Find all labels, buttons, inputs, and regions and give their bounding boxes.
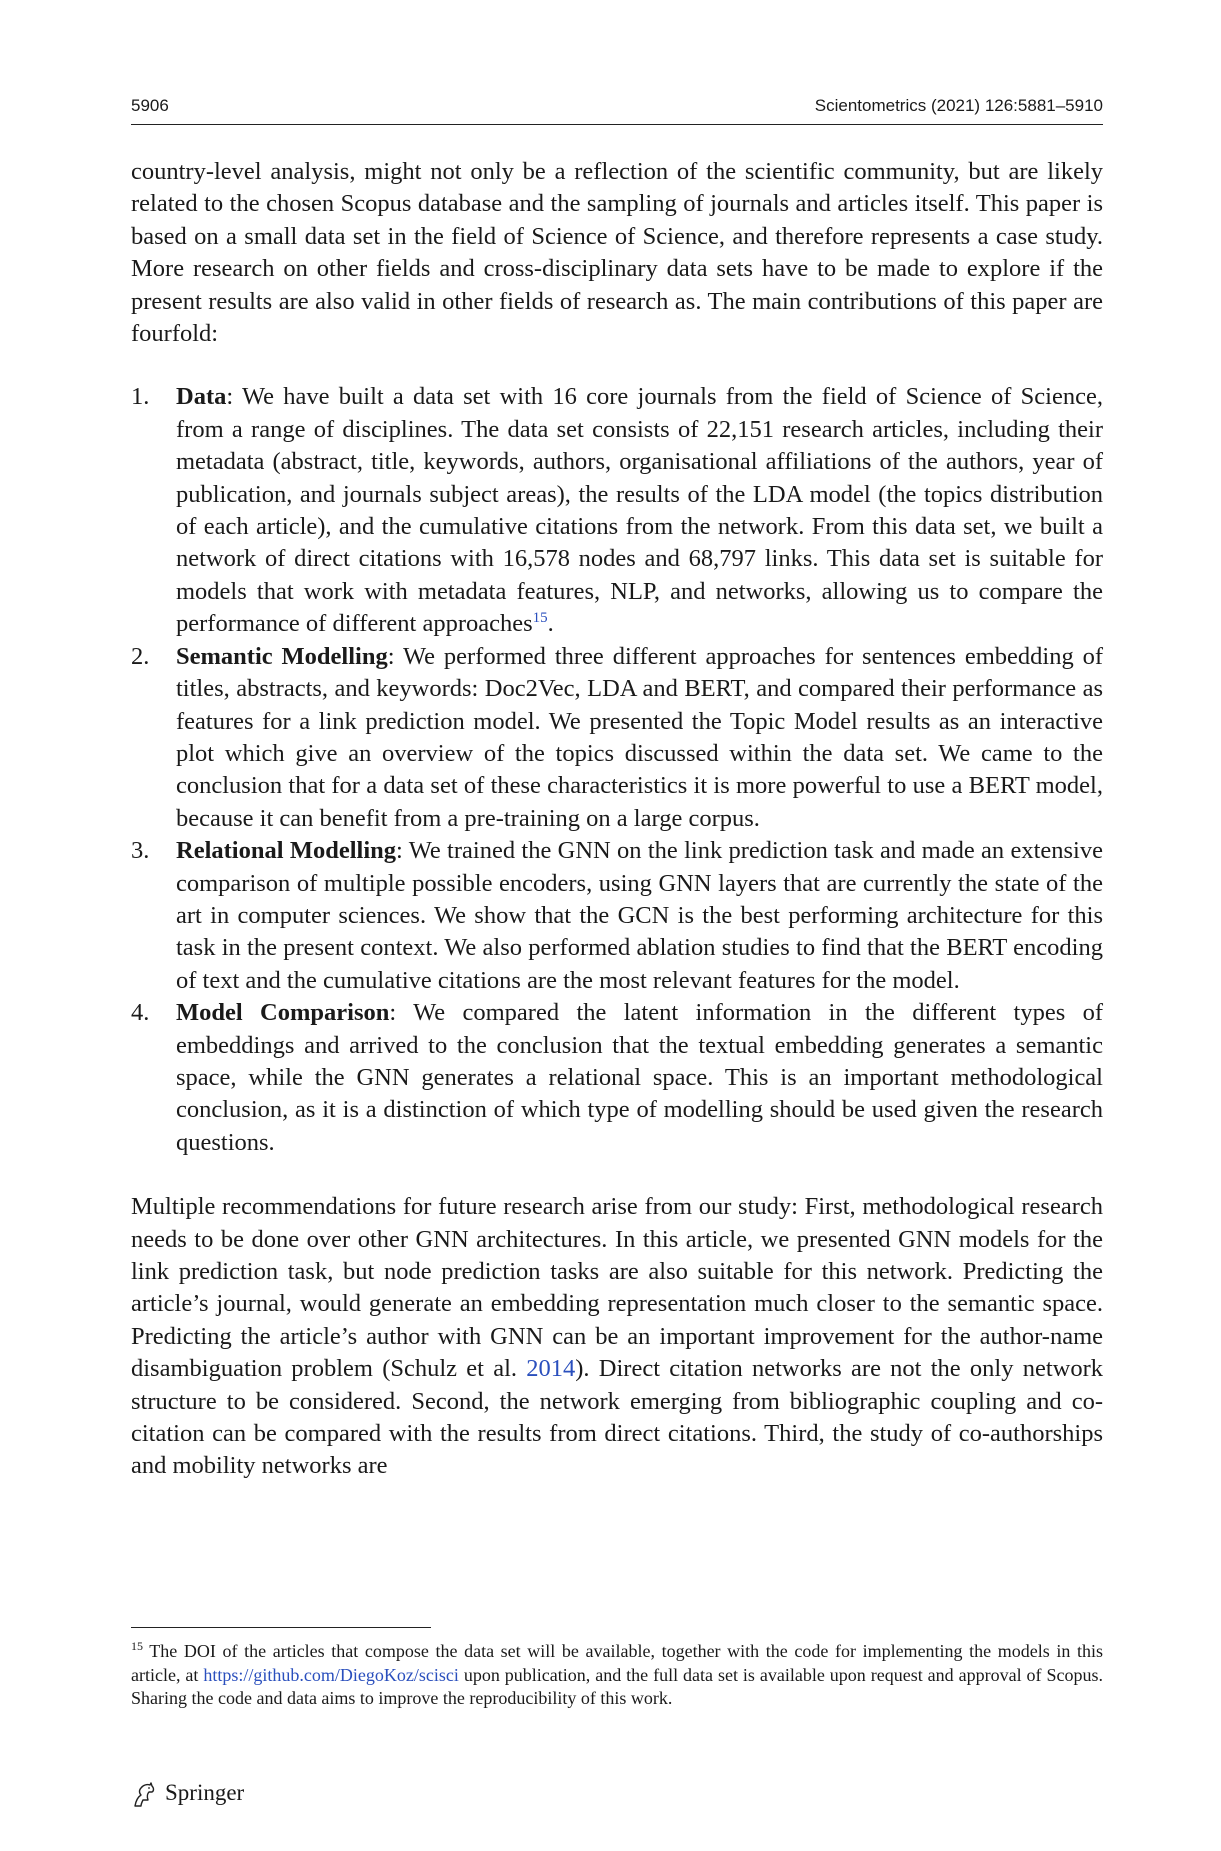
item-text-end: .	[547, 610, 554, 638]
intro-paragraph: country-level analysis, might not only be a reflection of the scientific community, but are likely related to the chosen Scopus database and the sampling of journals and articles itself. This paper is based on a small data set in the field of Science of Science, and therefore represents a case study. More research on other fields and cross-disciplinary data sets have to be made to explore if the present results are also valid in other fields of research as. The main contributions of this paper are fourfold:	[131, 158, 1103, 348]
list-item	[131, 835, 1103, 997]
contributions-list	[131, 381, 1103, 1159]
main-text	[131, 156, 1103, 1483]
item-title: Relational Modelling	[176, 837, 397, 865]
springer-horse-icon	[131, 1782, 157, 1808]
list-number: 2.	[131, 642, 150, 670]
item-title: Model Comparison	[176, 999, 390, 1027]
item-text: : We performed three different approaches for sentences embedding of titles, abstracts, and keywords: Doc2Vec, LDA and BERT, and compared their performance as features for a link prediction model. We presented the Topic Model results as an interactive plot which give an overview of the topics discussed within the data set. We came to the conclusion that for a data set of these characteristics it is more powerful to use a BERT model, because it can benefit from a pre-training on a large corpus.	[176, 642, 1103, 832]
recommendations-text-1: Multiple recommendations for future research arise from our study: First, methodological research needs to be done over other GNN architectures. In this article, we presented GNN models for the link prediction task, but node prediction tasks are also suitable for this network. Predicting the article’s journal, would generate an embedding representation much closer to the semantic space. Predicting the article’s author with GNN can be an important improvement for the author-name disambiguation problem (Schulz et al.	[131, 1193, 1103, 1383]
list-item	[131, 641, 1103, 835]
footnote-text-2: upon publication, and the full data set is available upon request and approval of Scopus. Sharing the code and data aims to improve the reproducibility of this work.	[131, 1664, 1103, 1708]
header-rule	[131, 124, 1103, 125]
list-item	[131, 381, 1103, 640]
item-title: Data	[176, 383, 227, 411]
recommendations-paragraph	[131, 1191, 1103, 1483]
footnote-mark: 15	[131, 1639, 143, 1653]
publisher-name: Springer	[165, 1780, 245, 1805]
item-text: : We trained the GNN on the link prediction task and made an extensive comparison of multiple possible encoders, using GNN layers that are currently the state of the art in computer sciences. We show that the GCN is the best performing architecture for this task in the present context. We also performed ablation studies to find that the BERT encoding of text and the cumulative citations are the most relevant features for the model.	[176, 837, 1103, 994]
footnote-rule	[131, 1627, 431, 1628]
running-header	[131, 96, 1103, 126]
list-number: 1.	[131, 383, 150, 411]
item-text: : We have built a data set with 16 core journals from the field of Science of Science, from a range of disciplines. The data set consists of 22,151 research articles, including their metadata (abstract, title, keywords, authors, organisational affiliations of the authors, year of publication, and journals subject areas), the results of the LDA model (the topics distribution of each article), and the cumulative citations from the network. From this data set, we built a network of direct citations with 16,578 nodes and 68,797 links. This data set is suitable for models that work with metadata features, NLP, and networks, allowing us to compare the performance of different approaches	[176, 383, 1103, 638]
item-title: Semantic Modelling	[176, 642, 388, 670]
footnote	[131, 1640, 1103, 1711]
list-item	[131, 997, 1103, 1159]
footnote-ref-link[interactable]: 15	[532, 610, 548, 627]
footnote-text-1: The DOI of the articles that compose the data set will be available, together with the code for implementing the models in this article, at	[131, 1641, 1103, 1685]
item-text: : We compared the latent information in the different types of embeddings and arrived to the conclusion that the textual embedding generates a semantic space, while the GNN generates a relational space. This is an important methodological conclusion, as it is a distinction of which type of modelling should be used given the research questions.	[176, 999, 1103, 1156]
list-number: 4.	[131, 999, 150, 1027]
journal-reference: Scientometrics (2021) 126:5881–5910	[814, 96, 1103, 115]
recommendations-text-2: ). Direct citation networks are not the only network structure to be considered. Second, the network emerging from bibliographic coupling and co-citation can be compared with the results from direct citations. Third, the study of co-authorships and mobility networks are	[131, 1355, 1103, 1480]
publisher-footer	[131, 1780, 244, 1810]
citation-link[interactable]: 2014	[526, 1355, 576, 1383]
page-number: 5906	[131, 96, 169, 115]
github-link[interactable]: https://github.com/DiegoKoz/scisci	[203, 1664, 459, 1685]
list-number: 3.	[131, 837, 150, 865]
